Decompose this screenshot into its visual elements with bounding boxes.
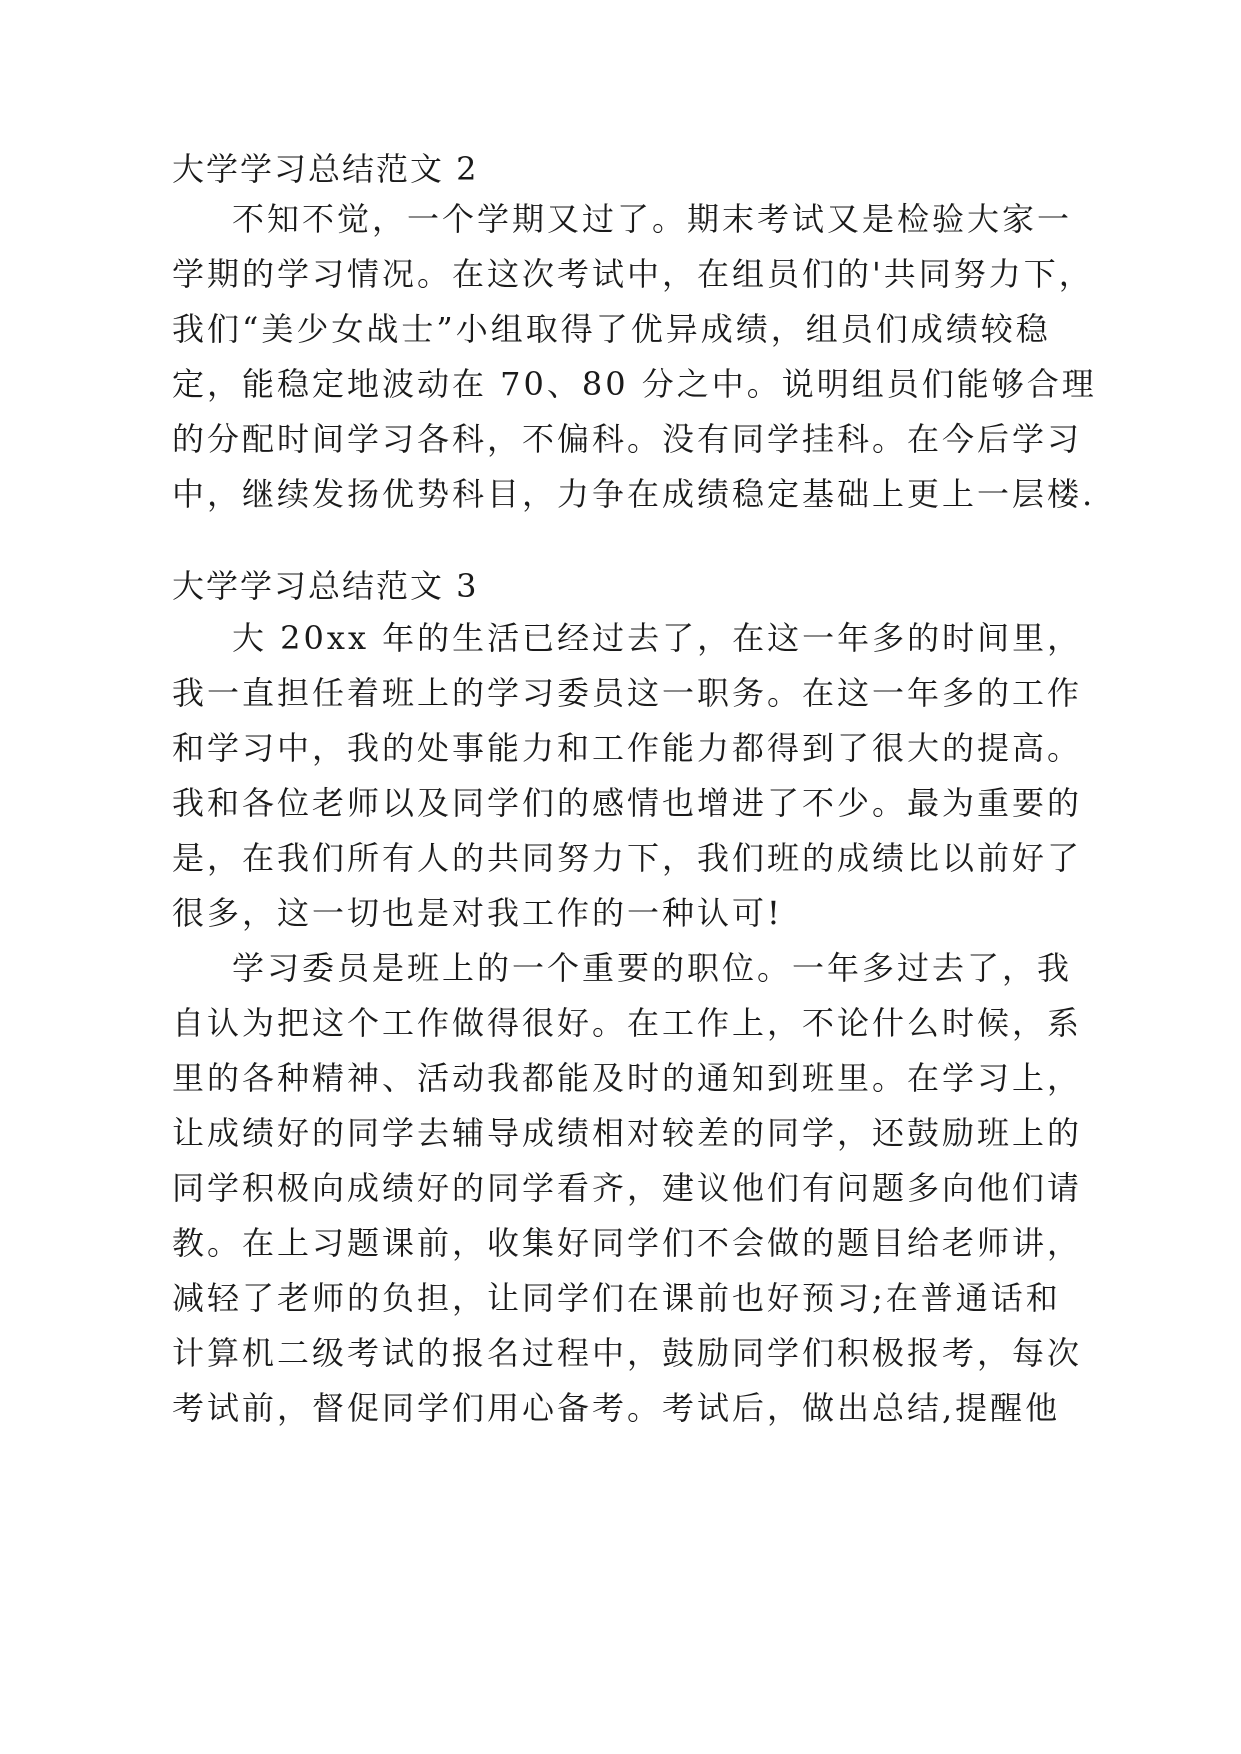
paragraph-line: 定，能稳定地波动在 70、80 分之中。说明组员们能够合理 <box>172 365 1097 403</box>
paragraph-line: 我一直担任着班上的学习委员这一职务。在这一年多的工作 <box>172 674 1083 712</box>
paragraph-line: 考试前，督促同学们用心备考。考试后，做出总结,提醒他 <box>172 1389 1061 1427</box>
paragraph-line: 自认为把这个工作做得很好。在工作上，不论什么时候，系 <box>172 1004 1083 1042</box>
paragraph-line: 让成绩好的同学去辅导成绩相对较差的同学，还鼓励班上的 <box>172 1114 1083 1152</box>
paragraph-line: 学期的学习情况。在这次考试中，在组员们的'共同努力下， <box>172 255 1094 293</box>
paragraph-line: 和学习中，我的处事能力和工作能力都得到了很大的提高。 <box>172 729 1083 767</box>
paragraph-line: 我和各位老师以及同学们的感情也增进了不少。最为重要的 <box>172 784 1083 822</box>
section-title: 大学学习总结范文 3 <box>172 567 479 605</box>
paragraph-line: 里的各种精神、活动我都能及时的通知到班里。在学习上， <box>172 1059 1083 1097</box>
paragraph-line: 学习委员是班上的一个重要的职位。一年多过去了，我 <box>232 949 1073 987</box>
paragraph-line: 的分配时间学习各科，不偏科。没有同学挂科。在今后学习 <box>172 420 1083 458</box>
paragraph-line: 减轻了老师的负担，让同学们在课前也好预习;在普通话和 <box>172 1279 1061 1317</box>
paragraph-line: 是，在我们所有人的共同努力下，我们班的成绩比以前好了 <box>172 839 1083 877</box>
paragraph-line: 中，继续发扬优势科目，力争在成绩稳定基础上更上一层楼. <box>172 475 1096 513</box>
paragraph-line: 教。在上习题课前，收集好同学们不会做的题目给老师讲， <box>172 1224 1083 1262</box>
section-title: 大学学习总结范文 2 <box>172 150 479 188</box>
paragraph-line: 同学积极向成绩好的同学看齐，建议他们有问题多向他们请 <box>172 1169 1083 1207</box>
paragraph-line: 不知不觉，一个学期又过了。期末考试又是检验大家一 <box>232 200 1073 238</box>
paragraph-line: 我们“美少女战士”小组取得了优异成绩，组员们成绩较稳 <box>172 310 1051 348</box>
paragraph-line: 很多，这一切也是对我工作的一种认可! <box>172 894 783 932</box>
paragraph-line: 大 20xx 年的生活已经过去了，在这一年多的时间里， <box>232 619 1083 657</box>
paragraph-line: 计算机二级考试的报名过程中，鼓励同学们积极报考，每次 <box>172 1334 1083 1372</box>
